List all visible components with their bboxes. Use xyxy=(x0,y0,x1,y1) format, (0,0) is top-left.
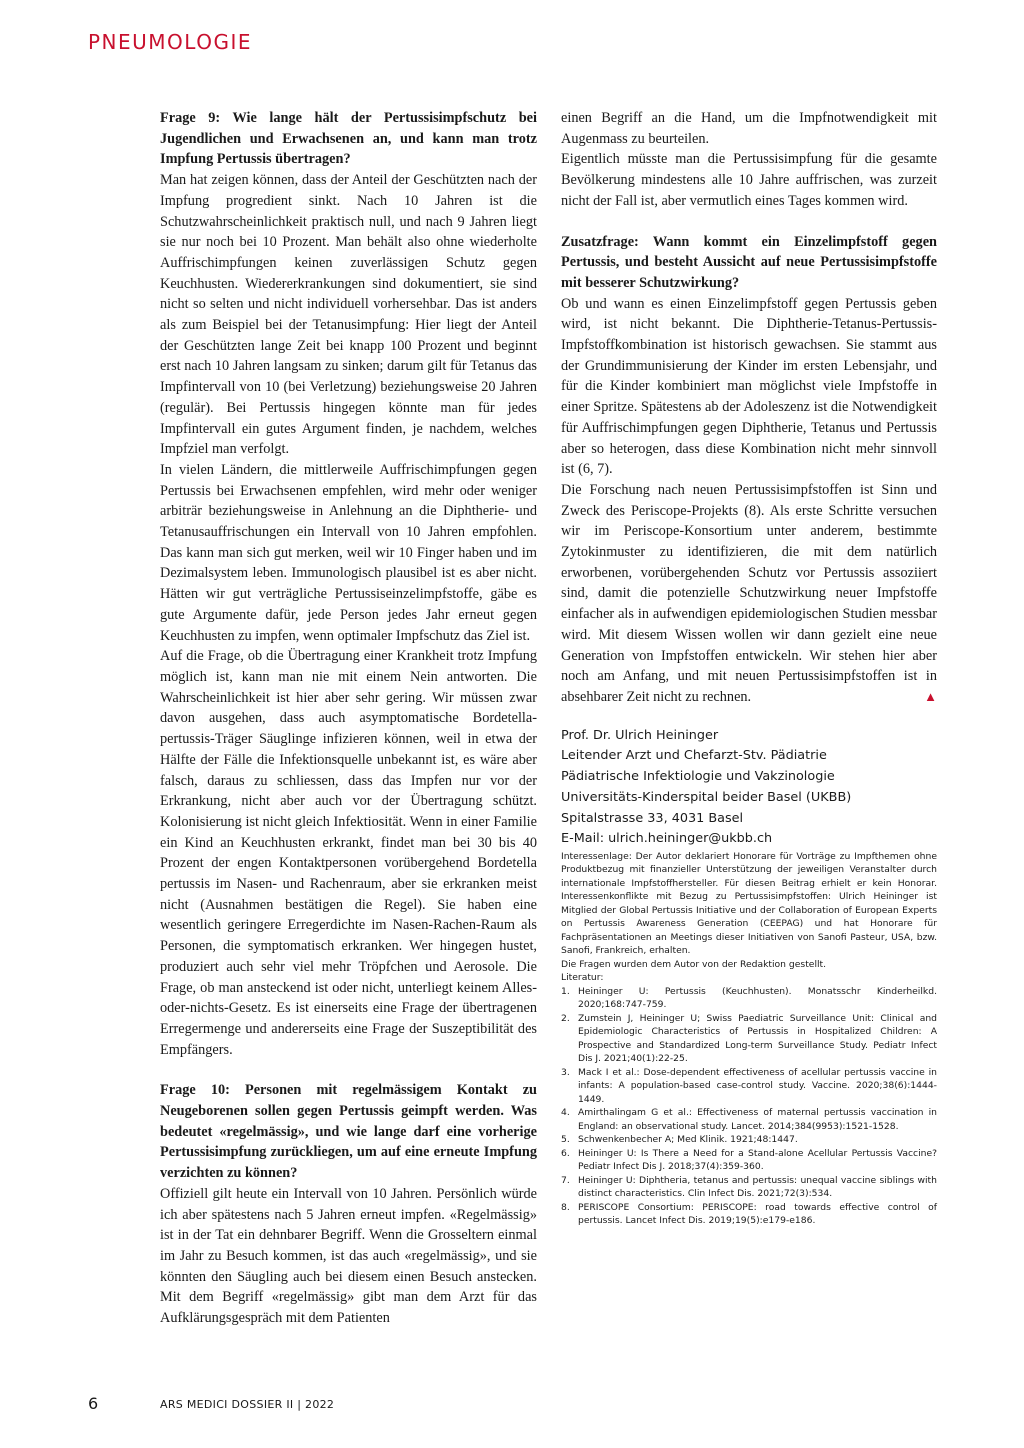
question-9-heading: Frage 9: Wie lange hält der Pertussisimpfschutz bei Jugendlichen und Erwachsenen an, und kann man trotz Impfung Pertussis übertragen? xyxy=(160,110,537,168)
end-of-article-triangle-icon: ▲ xyxy=(924,688,937,704)
author-address: Spitalstrasse 33, 4031 Basel xyxy=(561,810,744,826)
extra-question-paragraph-2-text: Die Forschung nach neuen Pertussisimpfstoffen ist Sinn und Zweck des Periscope-Projekts (8). Als erste Schritte versuchen wir im Periscope-Konsortium unter anderem, bestimmte Zytokinmuster zu identifizieren, die mit dem natürlich erworbenen, vorübergehenden Schutz vor Pertussis assoziiert sind, damit die potenzielle Schutzwirkung neuer Impfstoffe einfacher als in aufwendigen epidemiologischen Studien messbar wird. Mit diesem Wissen wollen wir dann gezielt eine neue Generation von Impfstoffen entwickeln. Wir stehen hier aber noch am Anfang, und mit neuen Pertussisimpfstoffen ist in absehbarer Zeit nicht zu rechnen. xyxy=(561,481,937,705)
section-header: PNEUMOLOGIE xyxy=(88,30,252,54)
editor-note: Die Fragen wurden dem Autor von der Redaktion gestellt. xyxy=(561,958,827,970)
author-name: Prof. Dr. Ulrich Heininger xyxy=(561,727,719,743)
question-10-paragraph-1: Offiziell gilt heute ein Intervall von 10 Jahren. Persönlich würde ich aber spätestens nach 5 Jahren erneut impfen. «Regelmässig» ist in der Tat ein dehnbarer Begriff. Wenn die Grosseltern einmal im Jahr zu Besuch kommen, ist das auch «regelmässig», und sie könnten den Säugling auch bei diesem einen Besuch anstecken. Mit dem Begriff «regelmässig» gibt man dem Arzt für das Aufklärungsgespräch mit dem Patienten xyxy=(160,1185,537,1327)
extra-question-paragraph-2 xyxy=(561,480,937,708)
extra-question-heading: Zusatzfrage: Wann kommt ein Einzelimpfstoff gegen Pertussis, und besteht Aussicht auf neue Pertussisimpfstoffe mit besserer Schutzwirkung? xyxy=(561,233,937,291)
conflict-of-interest-statement: Interessenlage: Der Autor deklariert Honorare für Vorträge zu Impfthemen ohne Produktbezug mit finanzieller Unterstützung der jeweiligen Veranstalter durch internationale Impfstoffhersteller. Für diesen Beitrag erhielt er kein Honorar. Interessenkonflikte mit Bezug zu Pertussisimpfstoffen: Ulrich Heininger ist Mitglied der Global Pertussis Initiative und der Collaboration of European Experts on Pertussis Awareness Generation (CEEPAG) und hat Honorare für Fachpräsentationen an Meetings dieser Initiativen von Sanofi Pasteur, USA, bzw. Sanofi, Frankreich, erhalten. xyxy=(561,850,937,957)
left-column xyxy=(160,108,537,1329)
author-block xyxy=(561,726,937,850)
reference-item: 3. Mack I et al.: Dose-dependent effectiveness of acellular pertussis vaccine in infants: A population-based case-control study. Vaccine. 2020;38(6):1444-1449. xyxy=(561,1066,937,1105)
reference-item: 4. Amirthalingam G et al.: Effectiveness of maternal pertussis vaccination in England: an observational study. Lancet. 2014;384(9953):1521-1528. xyxy=(561,1107,937,1132)
reference-list xyxy=(561,985,937,1228)
reference-item: 1. Heininger U: Pertussis (Keuchhusten). Monatsschr Kinderheilkd. 2020;168:747-759. xyxy=(561,985,937,1011)
question-10-paragraph-2: Eigentlich müsste man die Pertussisimpfung für die gesamte Bevölkerung mindestens alle 10 Jahre auffrischen, was zurzeit nicht der Fall ist, aber vermutlich eines Tages kommen wird. xyxy=(561,151,937,209)
reference-item: 2. Zumstein J, Heininger U; Swiss Paediatric Surveillance Unit: Clinical and Epidemiologic Characteristics of Pertussis in Hospitalized Children: A Prospective and Standardized Long-term Surveillance Study. Pediatr Infect Dis J. 2021;40(1):22-25. xyxy=(561,1012,937,1065)
reference-item: 5. Schwenkenbecher A; Med Klinik. 1921;48:1447. xyxy=(561,1134,798,1146)
question-10-paragraph-1-continued: einen Begriff an die Hand, um die Impfnotwendigkeit mit Augenmass zu beurteilen. xyxy=(561,110,937,147)
reference-item: 6. Heininger U: Is There a Need for a Stand-alone Acellular Pertussis Vaccine? Pediatr Infect Dis J. 2018;37(4):359-360. xyxy=(561,1147,937,1173)
page-number: 6 xyxy=(88,1394,99,1413)
question-9-paragraph-1: Man hat zeigen können, dass der Anteil der Geschützten nach der Impfung progredient sinkt. Nach 10 Jahren ist die Schutzwahrscheinlichkeit praktisch null, und nach 9 Jahren liegt sie nur noch bei 10 Prozent. Man behält also ohne wiederholte Auffrischimpfungen keinen zuverlässigen Schutz gegen Keuchhusten. Wiedererkrankungen sind dokumentiert, sie sind nicht so selten und nicht individuell vorhersehbar. Das ist anders als zum Beispiel bei der Tetanusimpfung: Hier liegt der Anteil der Geschützten lange Zeit bei knapp 100 Prozent und beginnt erst nach 10 Jahren langsam zu sinken; darum gilt für Tetanus das Impfintervall von 10 (bei Verletzung) beziehungsweise 20 Jahren (regulär). Bei Pertussis hingegen könnte man für jedes Impfintervall ein gutes Argument finden, je nachdem, welches Impfziel man verfolgt. xyxy=(160,172,537,458)
reference-item: 8. PERISCOPE Consortium: PERISCOPE: road towards effective control of pertussis. Lancet Infect Dis. 2019;19(5):e179-e186. xyxy=(561,1201,937,1227)
question-10-heading: Frage 10: Personen mit regelmässigem Kontakt zu Neugeborenen sollen gegen Pertussis geimpft werden. Was bedeutet «regelmässig», und wie lange darf eine vorherige Pertussisimpfung zurückliegen, um auf eine erneute Impfung verzichten zu können? xyxy=(160,1082,537,1182)
author-hospital: Universitäts-Kinderspital beider Basel (UKBB) xyxy=(561,789,852,805)
extra-question-paragraph-1: Ob und wann es einen Einzelimpfstoff gegen Pertussis geben wird, ist nicht bekannt. Die Diphtherie-Tetanus-Pertussis-Impfstoffkombination ist historisch gewachsen. Sie stammt aus der Grundimmunisierung der Kinder im ersten Lebensjahr, und für die Kinder kombiniert man möglichst viele Impfstoffe in einer Spritze. Spätestens ab der Adoleszenz ist die Notwendigkeit für Auffrischimpfungen gegen Diphtherie, Tetanus und Pertussis aber so heterogen, dass diese Kombination nicht mehr sinnvoll ist (6, 7). xyxy=(561,295,937,478)
journal-footer: ARS MEDICI DOSSIER II | 2022 xyxy=(160,1398,335,1411)
author-role: Leitender Arzt und Chefarzt-Stv. Pädiatrie xyxy=(561,748,827,764)
reference-item: 7. Heininger U: Diphtheria, tetanus and pertussis: unequal vaccine siblings with distinct characteristics. Clin Infect Dis. 2021;72(3):534. xyxy=(561,1174,937,1200)
right-column xyxy=(561,108,937,1228)
author-email[interactable]: E-Mail: ulrich.heininger@ukbb.ch xyxy=(561,831,773,847)
literature-heading: Literatur: xyxy=(561,972,604,984)
author-department: Pädiatrische Infektiologie und Vakzinologie xyxy=(561,769,835,785)
question-9-paragraph-2: In vielen Ländern, die mittlerweile Auffrischimpfungen gegen Pertussis bei Erwachsenen empfehlen, wird mehr oder weniger arbiträr beziehungsweise in Anlehnung an die Diphtherie- und Tetanusauffrischungen ein Intervall von 10 Jahren empfohlen. Das kann man sich gut merken, weil wir 10 Finger haben und im Dezimalsystem leben. Immunologisch plausibel ist es aber nicht. Hätten wir gut verträgliche Pertussiseinzelimpfstoffe, gäbe es gute Argumente dafür, jede Person jedes Jahr erneut gegen Keuchhusten zu impfen, wenn optimaler Impfschutz das Ziel ist. xyxy=(160,461,537,644)
question-9-paragraph-3: Auf die Frage, ob die Übertragung einer Krankheit trotz Impfung möglich ist, kann man nie mit einem Nein antworten. Die Wahrscheinlichkeit ist hier aber sehr gering. Wir müssen zwar davon ausgehen, dass auch asymptomatische Bordetella-pertussis-Träger Säuglinge infizieren können, weil in etwa der Hälfte der Fälle die Infektionsquelle unbekannt ist, es wäre aber falsch, daraus zu schliessen, dass das Impfen nur vor der Erkrankung, nicht aber auch vor der Übertragung schützt. Kolonisierung ist nicht gleich Infektiosität. Wenn in einer Familie ein Kind an Keuchhusten erkrankt, findet man bei 30 bis 40 Prozent der engen Kontaktpersonen vorübergehend Bordetella pertussis im Nasen- und Rachenraum, aber sie erkranken meist nicht (Ausnahmen bestätigen die Regel). Sie haben eine wesentlich geringere Erregerdichte im Nasen-Rachen-Raum als Personen, die symptomatisch erkranken. Wer hingegen hustet, produziert auch sehr viel mehr Tröpfchen und Aerosole. Die Frage, ob man ansteckend ist oder nicht, unterliegt keinem Alles-oder-nichts-Gesetz. Es ist einerseits eine Frage der übertragenen Erregermenge und andererseits eine Frage der Suszeptibilität des Empfängers. xyxy=(160,648,537,1058)
